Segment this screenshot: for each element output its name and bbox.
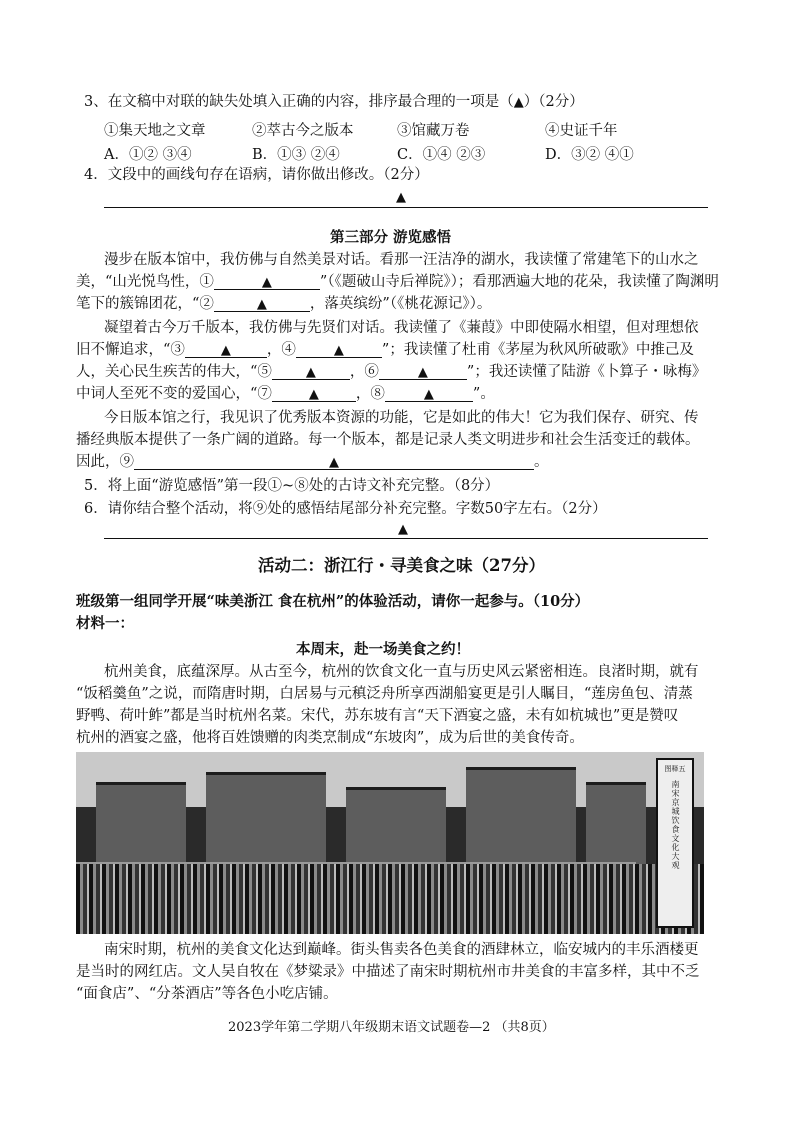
q6-answer-marker: ▲ <box>398 522 408 537</box>
part3-p2-line2: 旧不懈追求，“③ ▲ ，④ ▲ ”；我读懂了杜甫《茅屋为秋风所破歌》中推己及 <box>76 342 694 358</box>
part3-title: 第三部分 游览感悟 <box>330 229 452 246</box>
q3-item-2: ②萃古今之版本 <box>252 123 354 139</box>
caption-line1: 南宋时期，杭州的美食文化达到巅峰。街头售卖各色美食的酒肆林立，临安城内的丰乐酒楼更 <box>104 942 699 958</box>
illustration-building <box>466 767 576 865</box>
blank-2[interactable]: ▲ <box>214 294 310 312</box>
part3-p1-line3: 笔下的簇锦团花，“② ▲ ，落英缤纷”（《桃花源记》）。 <box>76 296 492 312</box>
q3-item-4: ④史证千年 <box>545 123 618 139</box>
article-line3: 野鸭、荷叶鲊”都是当时杭州名菜。宋代，苏东坡有言“天下酒宴之盛，未有如杭城也”更是赞叹 <box>76 708 679 724</box>
q3-item-3: ③馆藏万卷 <box>397 123 470 139</box>
part3-p2-line1: 凝望着古今万千版本，我仿佛与先贤们对话。我读懂了《蒹葭》中即使隔水相望，但对理想依 <box>104 320 699 336</box>
part3-p3-line2: 播经典版本提供了一条广阔的道路。每一个版本，都是记录人类文明进步和社会生活变迁的载体。 <box>76 432 700 448</box>
page-footer: 2023学年第二学期八年级期末语文试题卷—2 （共8页） <box>228 1020 555 1035</box>
article-headline: 本周末，赴一场美食之约！ <box>296 641 470 658</box>
part3-p1-line1: 漫步在版本馆中，我仿佛与自然美景对话。看那一汪洁净的湖水，我读懂了常建笔下的山水之 <box>104 252 699 268</box>
material-label: 材料一： <box>76 615 134 632</box>
blank-8[interactable]: ▲ <box>385 384 473 402</box>
q3-choice-d[interactable]: D．③② ④① <box>545 147 634 163</box>
part3-p3-line1: 今日版本馆之行，我见识了优秀版本资源的功能，它是如此的伟大！它为我们保存、研究、传 <box>104 410 699 426</box>
q5-text: 5．将上面“游览感悟”第一段①~⑧处的古诗文补充完整。（8分） <box>84 478 500 494</box>
q3-stem: 3、在文稿中对联的缺失处填入正确的内容，排序最合理的一项是（▲）（2分） <box>84 94 584 110</box>
blank-7[interactable]: ▲ <box>272 384 356 402</box>
q4-answer-marker: ▲ <box>396 190 406 205</box>
blank-4[interactable]: ▲ <box>296 340 382 358</box>
q3-choice-b[interactable]: B．①③ ②④ <box>252 147 340 163</box>
blank-3[interactable]: ▲ <box>185 340 267 358</box>
q6-answer-line[interactable] <box>104 538 708 539</box>
blank-9[interactable]: ▲ <box>134 452 534 470</box>
part3-p2-line3: 人，关心民生疾苦的伟大，“⑤ ▲ ，⑥ ▲ ”；我还读懂了陆游《卜算子・咏梅》 <box>76 364 707 380</box>
illustration-building <box>206 772 326 865</box>
article-line2: “饭稻羹鱼”之说，而隋唐时期，白居易与元稹泛舟所享西湖船宴更是引人瞩目，“莲房鱼包、清蒸 <box>76 686 693 702</box>
part3-p1-line2: 美，“山光悦鸟性，① ▲ ”（《题破山寺后禅院》）；看那洒遍大地的花朵，我读懂了陶渊明 <box>76 274 719 290</box>
illustration-building <box>96 782 186 865</box>
illustration-building <box>346 787 446 865</box>
activity2-intro: 班级第一组同学开展“味美浙江 食在杭州”的体验活动，请你一起参与。（10分） <box>76 593 590 610</box>
q3-choice-a[interactable]: A．①② ③④ <box>104 147 192 163</box>
caption-line3: “面食店”、“分茶酒店”等各色小吃店铺。 <box>76 986 338 1002</box>
q3-item-1: ①集天地之文章 <box>104 123 206 139</box>
article-line4: 杭州的酒宴之盛，他将百姓馈赠的肉类烹制成“东坡肉”，成为后世的美食传奇。 <box>76 730 584 746</box>
part3-p2-line4: 中词人至死不变的爱国心，“⑦ ▲ ，⑧ ▲ ”。 <box>76 386 495 402</box>
q4-answer-line[interactable] <box>104 207 708 208</box>
illustration-crowd <box>76 864 704 934</box>
illustration-building <box>586 782 646 865</box>
southern-song-street-illustration <box>76 752 704 934</box>
blank-6[interactable]: ▲ <box>379 362 467 380</box>
article-line1: 杭州美食，底蕴深厚。从古至今，杭州的饮食文化一直与历史风云紧密相连。良渚时期，就有 <box>104 664 699 680</box>
part3-p3-line3: 因此，⑨ ▲ 。 <box>76 454 549 470</box>
caption-line2: 是当时的网红店。文人吴自牧在《梦粱录》中描述了南宋时期杭州市井美食的丰富多样，其中不乏 <box>76 964 700 980</box>
q3-choice-c[interactable]: C．①④ ②③ <box>397 147 486 163</box>
q4-text: 4．文段中的画线句存在语病，请你做出修改。（2分） <box>84 167 429 183</box>
illustration-title-scroll: 图释五 南宋京城饮食文化大观 <box>656 758 694 928</box>
q6-text: 6．请你结合整个活动，将⑨处的感悟结尾部分补充完整。字数50字左右。（2分） <box>84 501 607 517</box>
blank-5[interactable]: ▲ <box>272 362 350 380</box>
blank-1[interactable]: ▲ <box>214 272 320 290</box>
activity2-title: 活动二：浙江行・寻美食之味（27分） <box>258 556 545 575</box>
